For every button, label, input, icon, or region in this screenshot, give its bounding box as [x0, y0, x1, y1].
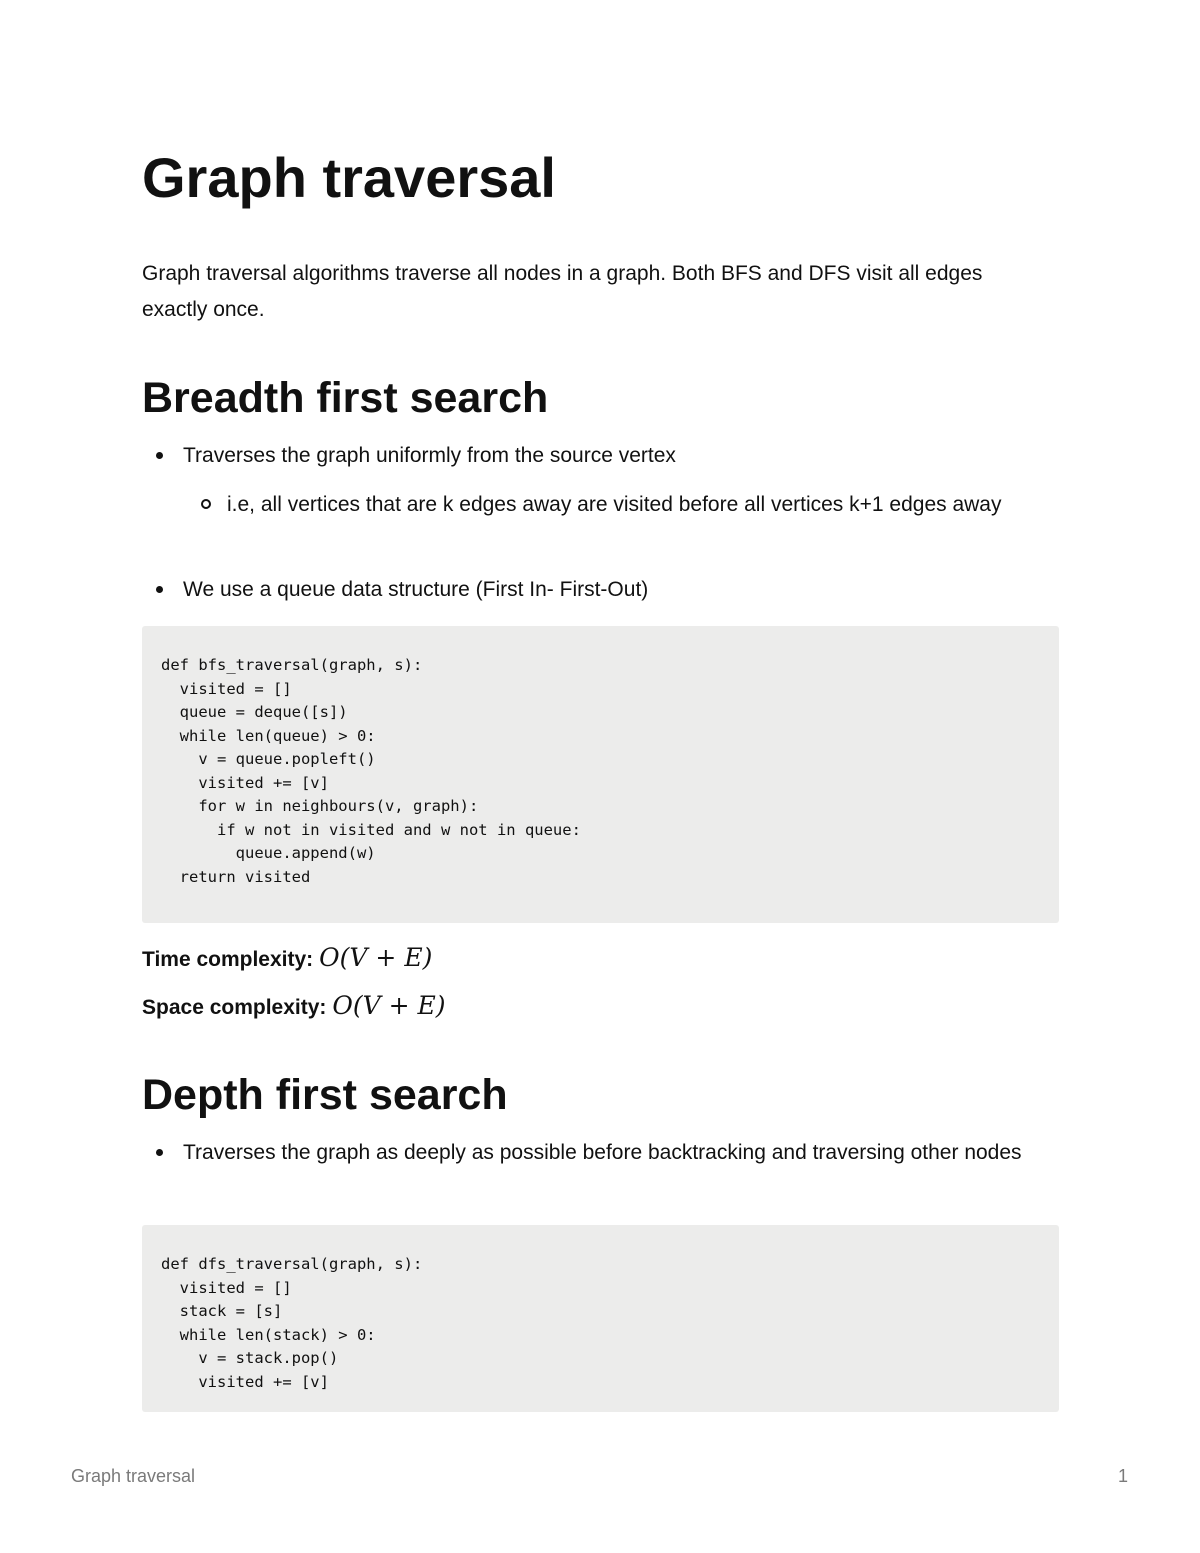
- bullet-dot-icon: [156, 586, 163, 593]
- bfs-heading: Breadth first search: [142, 374, 549, 422]
- bfs-sub-bullet-text: i.e, all vertices that are k edges away are visited before all vertices k+1 edges away: [227, 493, 1002, 516]
- bullet-dot-icon: [156, 452, 163, 459]
- dfs-heading: Depth first search: [142, 1071, 508, 1119]
- page-title: Graph traversal: [142, 146, 556, 209]
- dfs-bullet-text: Traverses the graph as deeply as possible before backtracking and traversing other nodes: [183, 1141, 1022, 1164]
- bfs-sub-bullet: [227, 487, 1057, 522]
- page-number: 1: [1117, 1466, 1128, 1486]
- bfs-space-complexity: [142, 991, 446, 1023]
- bullet-dot-icon: [156, 1149, 163, 1156]
- time-complexity-label: Time complexity:: [142, 948, 314, 971]
- intro-paragraph: Graph traversal algorithms traverse all nodes in a graph. Both BFS and DFS visit all edges exactly once.: [142, 262, 983, 321]
- bfs-bullet: [183, 572, 1053, 607]
- bfs-code-block: [142, 626, 1059, 923]
- space-complexity-value: O(V + E): [332, 991, 446, 1020]
- bfs-bullet-text: Traverses the graph uniformly from the source vertex: [183, 444, 676, 467]
- bullet-circle-icon: [201, 499, 211, 509]
- bfs-bullet: [183, 438, 1053, 473]
- footer-title: Graph traversal: [71, 1466, 196, 1486]
- space-complexity-label: Space complexity:: [142, 996, 327, 1019]
- dfs-bullet: [183, 1135, 1058, 1170]
- bfs-code: def bfs_traversal(graph, s): visited = [] queue = deque([s]) while len(queue) > 0: v = queue.popleft() visited += [v] for w in neighbours(v, graph): if w not in visited and w not in queue: queue.append(w) return visited: [161, 656, 581, 886]
- dfs-code-block: [142, 1225, 1059, 1412]
- dfs-code: def dfs_traversal(graph, s): visited = [] stack = [s] while len(stack) > 0: v = stack.pop() visited += [v]: [161, 1255, 423, 1391]
- time-complexity-value: O(V + E): [319, 943, 433, 972]
- bfs-time-complexity: [142, 943, 432, 975]
- bfs-bullet-text: We use a queue data structure (First In- First-Out): [183, 578, 649, 601]
